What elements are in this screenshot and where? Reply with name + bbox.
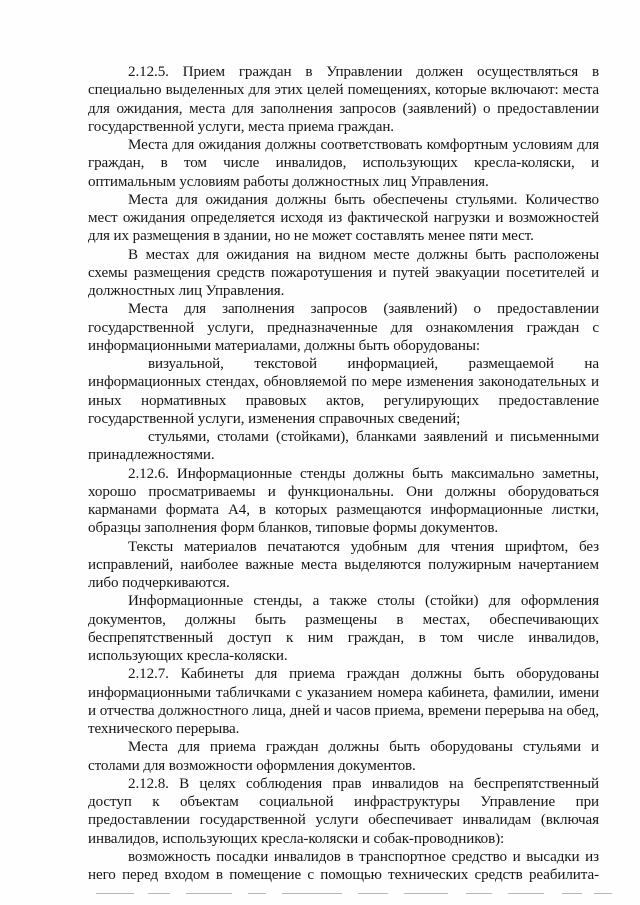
paragraph-request-areas: Места для заполнения запросов (заявлений) о предоставлении государственной услуги, предназначенные для ознакомления граждан с информационными материалами, должны быть оборудованы:	[88, 301, 599, 354]
document-body	[88, 63, 599, 884]
paragraph-boarding-transport: возможность посадки инвалидов в транспортное средство и высадки из него перед входом в помещение с помощью технических средств реабилита-	[88, 848, 599, 883]
paragraph-2-12-8: 2.12.8. В целях соблюдения прав инвалидов на беспрепятственный доступ к объектам социальной инфраструктуры Управление при предоставлении государственной услуги обеспечивает инвалидам (включая инвалидов, использующих кресла-коляски и собак-проводников):	[88, 775, 599, 847]
paragraph-stands-placement: Информационные стенды, а также столы (стойки) для оформления документов, должны быть размещены в местах, обеспечивающих беспрепятственный доступ к ним граждан, в том числе инвалидов, использующих кресла-коляски.	[88, 593, 599, 664]
paragraph-reception-places: Места для приема граждан должны быть оборудованы стульями и столами для возможности оформления документов.	[88, 739, 599, 774]
paragraph-2-12-7: 2.12.7. Кабинеты для приема граждан должны быть оборудованы информационными табличками с указанием номера кабинета, фамилии, имени и отчества должностного лица, дней и часов приема, времени перерыва на обед, технического перерыва.	[88, 666, 599, 737]
paragraph-text-materials: Тексты материалов печатаются удобным для чтения шрифтом, без исправлений, наиболее важные места выделяются полужирным начертанием либо подчеркиваются.	[88, 538, 599, 591]
paragraph-visual-info: визуальной, текстовой информацией, размещаемой на информационных стендах, обновляемой по мере изменения законодательных и иных нормативных правовых актов, регулирующих предоставление государственной услуги, изменения справочных сведений;	[88, 356, 599, 427]
paragraph-chairs-tables: стульями, столами (стойками), бланками заявлений и письменными принадлежностями.	[88, 429, 599, 464]
paragraph-2-12-5: 2.12.5. Прием граждан в Управлении должен осуществляться в специально выделенных для этих целей помещениях, которые включают: места для ожидания, места для заполнения запросов (заявлений) о предоставлении государственной услуги, места приема граждан.	[88, 64, 599, 135]
scan-noise-marks	[96, 889, 616, 897]
paragraph-evacuation-schemes: В местах для ожидания на видном месте должны быть расположены схемы размещения средств пожаротушения и путей эвакуации посетителей и должностных лиц Управления.	[88, 246, 599, 299]
paragraph-waiting-chairs: Места для ожидания должны быть обеспечены стульями. Количество мест ожидания определяется исходя из фактической нагрузки и возможностей для их размещения в здании, но не может составлять менее пяти мест.	[88, 191, 599, 245]
paragraph-2-12-6: 2.12.6. Информационные стенды должны быть максимально заметны, хорошо просматриваемы и функциональны. Они должны оборудоваться карманами формата А4, в которых размещаются информационные листки, образцы заполнения форм бланков, типовые формы документов.	[88, 465, 599, 537]
paragraph-waiting-comfort: Места для ожидания должны соответствовать комфортным условиям для граждан, в том числе инвалидов, использующих кресла-коляски, и оптимальным условиям работы должностных лиц Управления.	[88, 137, 599, 190]
